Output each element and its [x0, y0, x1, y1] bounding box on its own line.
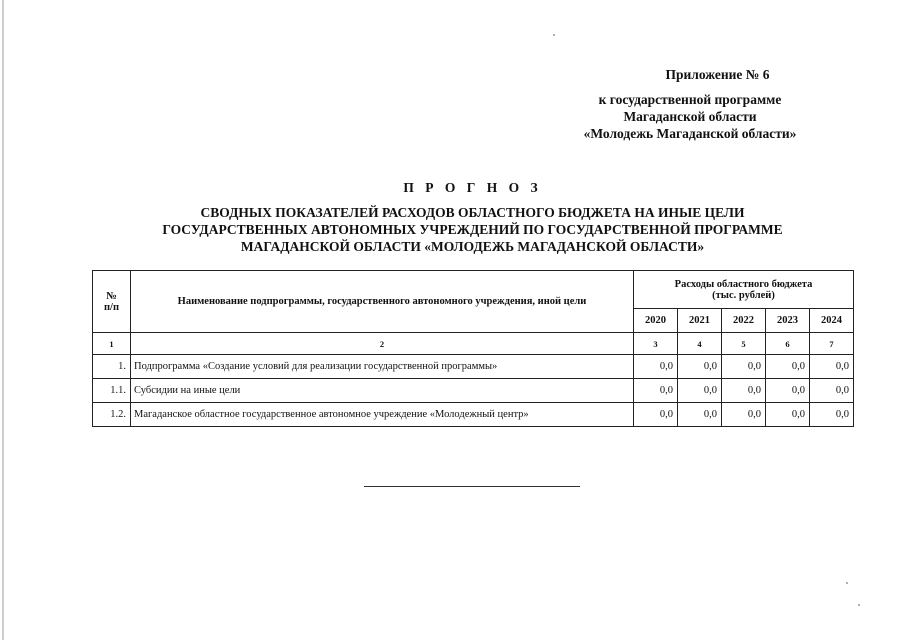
header-budget-line: Расходы областного бюджета: [674, 278, 813, 290]
row-number: 1.2.: [93, 403, 131, 427]
row-value: 0,0: [766, 403, 810, 427]
title-line: МАГАДАНСКОЙ ОБЛАСТИ «МОЛОДЕЖЬ МАГАДАНСКОЙ ОБЛАСТИ»: [240, 239, 705, 254]
row-value: 0,0: [766, 379, 810, 403]
row-value: 0,0: [634, 379, 678, 403]
title-line: СВОДНЫХ ПОКАЗАТЕЛЕЙ РАСХОДОВ ОБЛАСТНОГО БЮДЖЕТА НА ИНЫЕ ЦЕЛИ: [200, 205, 745, 220]
table-row: [93, 379, 854, 403]
forecast-table: [92, 270, 854, 427]
title-heading: П Р О Г Н О З: [403, 180, 542, 195]
row-name: Субсидии на иные цели: [131, 379, 634, 403]
row-name: Магаданское областное государственное автономное учреждение «Молодежный центр»: [131, 403, 634, 427]
table-row: [93, 355, 854, 379]
row-value: 0,0: [722, 379, 766, 403]
year-header: 2024: [810, 309, 854, 333]
column-number-row: [93, 333, 854, 355]
row-value: 0,0: [722, 355, 766, 379]
row-value: 0,0: [634, 403, 678, 427]
year-header: 2020: [634, 309, 678, 333]
header-number: [93, 271, 131, 333]
table-row: [93, 403, 854, 427]
row-value: 0,0: [678, 355, 722, 379]
document-title: [100, 180, 845, 255]
row-value: 0,0: [810, 379, 854, 403]
appendix-block: [560, 66, 820, 142]
scan-edge: [2, 0, 4, 640]
column-number: 6: [766, 333, 810, 355]
appendix-line: Магаданской области: [623, 109, 757, 124]
row-value: 0,0: [810, 355, 854, 379]
appendix-line: «Молодежь Магаданской области»: [583, 126, 797, 141]
row-value: 0,0: [634, 355, 678, 379]
column-number: 5: [722, 333, 766, 355]
row-value: 0,0: [766, 355, 810, 379]
appendix-line: к государственной программе: [598, 92, 782, 107]
column-number: 7: [810, 333, 854, 355]
title-line: ГОСУДАРСТВЕННЫХ АВТОНОМНЫХ УЧРЕЖДЕНИЙ ПО ГОСУДАРСТВЕННОЙ ПРОГРАММЕ: [162, 222, 783, 237]
row-value: 0,0: [678, 379, 722, 403]
row-value: 0,0: [722, 403, 766, 427]
scan-speck: [846, 582, 848, 584]
year-header: 2022: [722, 309, 766, 333]
header-budget: [634, 271, 854, 309]
column-number: 4: [678, 333, 722, 355]
scan-speck: [858, 604, 860, 606]
scan-speck: [553, 34, 555, 36]
header-number-line: п/п: [103, 301, 120, 313]
header-budget-line: (тыс. рублей): [712, 289, 775, 301]
column-number: 3: [634, 333, 678, 355]
row-number: 1.1.: [93, 379, 131, 403]
header-name: Наименование подпрограммы, государственного автономного учреждения, иной цели: [131, 271, 634, 333]
closing-rule-line: [364, 486, 580, 487]
year-header: 2023: [766, 309, 810, 333]
column-number: 2: [131, 333, 634, 355]
column-number: 1: [93, 333, 131, 355]
year-header: 2021: [678, 309, 722, 333]
appendix-number: Приложение № 6: [665, 67, 770, 82]
row-name: Подпрограмма «Создание условий для реализации государственной программы»: [131, 355, 634, 379]
table-header-row: [93, 271, 854, 309]
row-value: 0,0: [810, 403, 854, 427]
header-number-line: №: [106, 290, 117, 302]
row-value: 0,0: [678, 403, 722, 427]
row-number: 1.: [93, 355, 131, 379]
